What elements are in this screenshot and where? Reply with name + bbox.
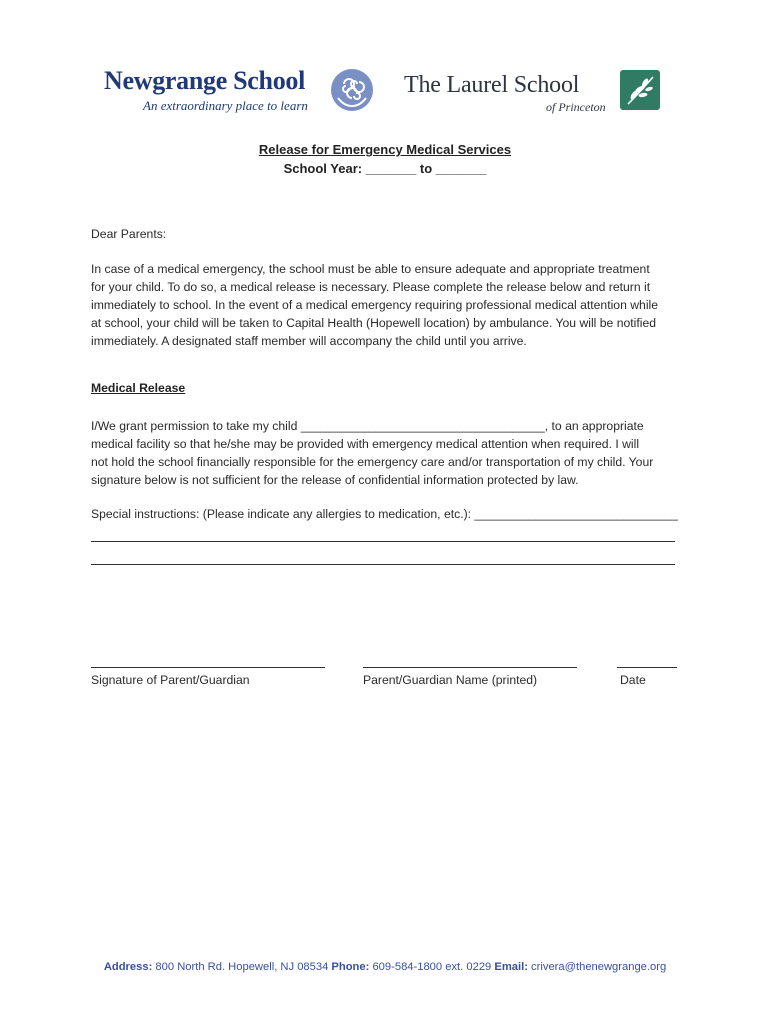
phone-label: Phone: [331, 961, 370, 973]
phone-value: 609-584-1800 ext. 0229 [369, 961, 495, 973]
email-link[interactable]: crivera@thenewgrange.org [527, 961, 667, 973]
parent-signature-label: Signature of Parent/Guardian [91, 673, 250, 687]
footer-contact [0, 961, 770, 973]
release-paragraph [91, 417, 691, 489]
intro-line: for your child. To do so, a medical release is necessary. Please complete the release below and return it [91, 280, 651, 294]
laurel-leaf-icon [620, 70, 660, 110]
parent-name-label: Parent/Guardian Name (printed) [363, 673, 538, 687]
intro-line: immediately to school. In the event of a medical emergency requiring professional medical attention while [91, 298, 659, 312]
parent-name-line[interactable] [363, 667, 577, 668]
intro-paragraph [91, 260, 691, 350]
intro-line: at school, your child will be taken to Capital Health (Hopewell location) by ambulance. You will be notified [91, 316, 657, 330]
intro-line: In case of a medical emergency, the school must be able to ensure adequate and appropriate treatment [91, 262, 650, 276]
special-instructions-blank-line[interactable] [91, 564, 675, 565]
special-instructions-field[interactable] [91, 505, 691, 523]
medical-release-heading: Medical Release [91, 381, 186, 395]
address-label: Address: [103, 961, 153, 973]
parent-signature-line[interactable] [91, 667, 325, 668]
salutation: Dear Parents: [91, 227, 167, 241]
date-line[interactable] [617, 667, 677, 668]
laurel-logo-name: The Laurel School [404, 72, 580, 98]
address-value: 800 North Rd. Hopewell, NJ 08534 [152, 961, 332, 973]
triple-spiral-icon [330, 68, 374, 112]
release-line: signature below is not sufficient for the release of confidential information protected by law. [91, 473, 579, 487]
intro-line: immediately. A designated staff member will accompany the child until you arrive. [91, 334, 527, 348]
newgrange-logo-tagline: An extraordinary place to learn [143, 98, 308, 113]
special-instructions-blank-line[interactable] [91, 541, 675, 542]
laurel-logo-subtitle: of Princeton [546, 100, 606, 114]
date-label: Date [620, 673, 646, 687]
school-year-field[interactable]: School Year: _______ to _______ [283, 161, 487, 176]
newgrange-logo [104, 66, 374, 116]
form-title: Release for Emergency Medical Services [258, 142, 512, 157]
child-name-line[interactable]: I/We grant permission to take my child ____________________________________, to an appropriate [91, 419, 644, 433]
release-line: medical facility so that he/she may be provided with emergency medical attention when required. I will [91, 437, 640, 451]
laurel-school-logo [404, 68, 669, 118]
email-label: Email: [494, 961, 528, 973]
special-instructions-label: Special instructions: (Please indicate any allergies to medication, etc.): ______________________________ [91, 507, 678, 521]
newgrange-logo-name: Newgrange School [104, 66, 306, 95]
release-line: not hold the school financially responsible for the emergency care and/or transportation of my child. Your [91, 455, 654, 469]
